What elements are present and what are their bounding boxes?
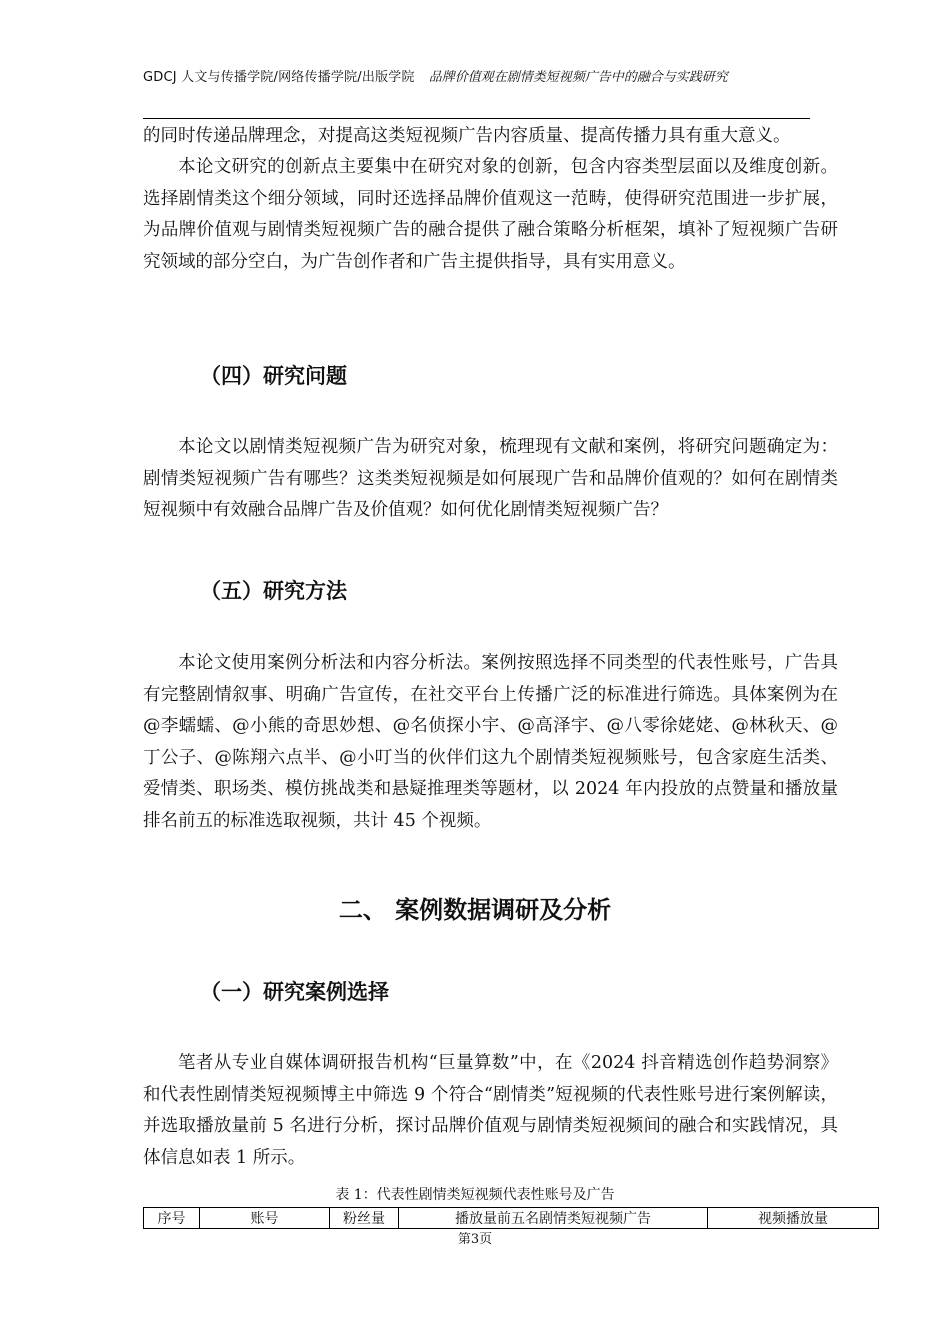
- table-header-row: [144, 1208, 879, 1229]
- column-header-views: 视频播放量: [708, 1208, 879, 1229]
- column-header-top5-ads: 播放量前五名剧情类短视频广告: [399, 1208, 708, 1229]
- paragraph-continuation: 的同时传递品牌理念，对提高这类短视频广告内容质量、提高传播力具有重大意义。: [143, 126, 791, 146]
- header-thesis-title: 品牌价值观在剧情类短视频广告中的融合与实践研究: [428, 70, 728, 85]
- header-divider: [143, 118, 810, 119]
- chapter-title: 二、 案例数据调研及分析: [338, 896, 612, 924]
- column-header-index: 序号: [144, 1208, 200, 1229]
- accounts-table: [143, 1207, 879, 1229]
- heading-research-methods: （五）研究方法: [200, 579, 347, 603]
- paragraph-innovation: 本论文研究的创新点主要集中在研究对象的创新，包含内容类型层面以及维度创新。选择剧情类这个细分领域，同时还选择品牌价值观这一范畴，使得研究范围进一步扩展，为品牌价值观与剧情类短视频广告的融合提供了融合策略分析框架，填补了短视频广告研究领域的部分空白，为广告创作者和广告主提供指导，具有实用意义。: [143, 157, 838, 272]
- paragraph-research-questions: 本论文以剧情类短视频广告为研究对象，梳理现有文献和案例，将研究问题确定为：剧情类短视频广告有哪些？这类类短视频是如何展现广告和品牌价值观的？如何在剧情类短视频中有效融合品牌广告及价值观？如何优化剧情类短视频广告？: [143, 437, 838, 520]
- paragraph-case-selection: 笔者从专业自媒体调研报告机构“巨量算数”中，在《2024 抖音精选创作趋势洞察》和代表性剧情类短视频博主中筛选 9 个符合“剧情类”短视频的代表性账号进行案例解读，并选取播放量前 5 名进行分析，探讨品牌价值观与剧情类短视频间的融合和实践情况，具体信息如表 1 所示。: [143, 1053, 838, 1168]
- header-institution: GDCJ 人文与传播学院/网络传播学院/出版学院: [143, 70, 415, 85]
- running-header: [143, 66, 813, 86]
- paragraph-research-methods: 本论文使用案例分析法和内容分析法。案例按照选择不同类型的代表性账号，广告具有完整剧情叙事、明确广告宣传，在社交平台上传播广泛的标准进行筛选。具体案例为在@李蠕蠕、@小熊的奇思妙想、@名侦探小宇、@高泽宇、@八零徐姥姥、@林秋天、@丁公子、@陈翔六点半、@小叮当的伙伴们这九个剧情类短视频账号，包含家庭生活类、爱情类、职场类、模仿挑战类和悬疑推理类等题材，以 2024 年内投放的点赞量和播放量排名前五的标准选取视频，共计 45 个视频。: [143, 653, 838, 831]
- column-header-followers: 粉丝量: [330, 1208, 399, 1229]
- column-header-account: 账号: [200, 1208, 330, 1229]
- heading-case-selection: （一）研究案例选择: [200, 980, 389, 1004]
- heading-research-questions: （四）研究问题: [200, 364, 347, 388]
- table-caption: 表 1：代表性剧情类短视频代表性账号及广告: [335, 1187, 615, 1203]
- page-number: 第3页: [457, 1232, 493, 1247]
